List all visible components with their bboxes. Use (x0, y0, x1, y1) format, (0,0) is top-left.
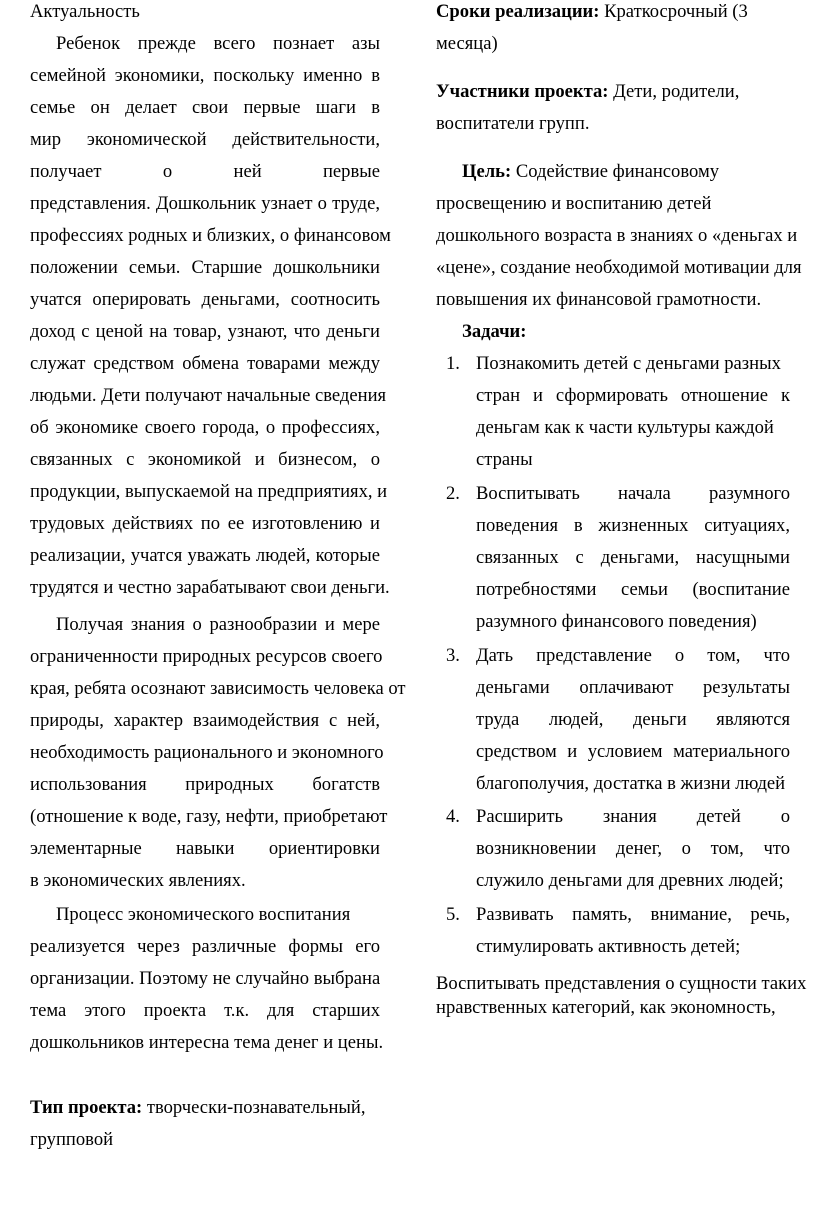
text-line: семье он делает свои первые шаги в (30, 97, 380, 118)
list-text: средством и условием материального (476, 741, 790, 762)
text-line: необходимость рационального и экономного (30, 742, 384, 763)
list-number: 2. (446, 483, 460, 504)
text-line: представления. Дошкольник узнает о труде, (30, 193, 380, 214)
text-line: (отношение к воде, газу, нефти, приобретают (30, 806, 388, 827)
text-line: дошкольников интересна тема денег и цены. (30, 1032, 384, 1053)
text-line: мир экономической действительности, (30, 129, 380, 150)
project-type-continued: групповой (30, 1129, 114, 1150)
list-text: возникновении денег, о том, что (476, 838, 790, 859)
text-line: в экономических явлениях. (30, 870, 246, 891)
tasks-label: Задачи: (462, 321, 527, 342)
project-type (30, 1097, 380, 1119)
list-number: 4. (446, 806, 460, 827)
text-line: реализуется через различные формы его (30, 936, 380, 957)
text-line: дошкольного возраста в знаниях о «деньгах и (436, 225, 798, 246)
text-line: просвещению и воспитанию детей (436, 193, 712, 214)
participants-continued: воспитатели групп. (436, 113, 590, 134)
project-terms-value: Краткосрочный (3 (599, 1, 748, 22)
text-line: связанных с экономикой и бизнесом, о (30, 449, 380, 470)
list-text: стимулировать активность детей; (476, 936, 741, 957)
text-line: получает о ней первые (30, 161, 380, 182)
list-text: связанных с деньгами, насущными (476, 547, 790, 568)
text-line: «цене», создание необходимой мотивации для (436, 257, 802, 278)
section-heading: Актуальность (30, 1, 140, 22)
text-line: людьми. Дети получают начальные сведения (30, 385, 387, 406)
list-text: Воспитывать начала разумного (476, 483, 790, 504)
closing-text: Воспитывать представления о сущности таких (436, 973, 807, 994)
text-line: Процесс экономического воспитания (56, 904, 351, 925)
text-line: тема этого проекта т.к. для старших (30, 1000, 380, 1021)
text-line: элементарные навыки ориентировки (30, 838, 380, 859)
project-type-value: творчески-познавательный, (142, 1097, 366, 1118)
goal-label: Цель: (462, 161, 512, 182)
list-number: 5. (446, 904, 460, 925)
list-text: Расширить знания детей о (476, 806, 790, 827)
list-text: служило деньгами для древних людей; (476, 870, 784, 891)
list-text: Познакомить детей с деньгами разных (476, 353, 781, 374)
list-text: стран и сформировать отношение к (476, 385, 790, 406)
project-terms-continued: месяца) (436, 33, 498, 54)
text-line: продукции, выпускаемой на предприятиях, и (30, 481, 388, 502)
text-line: ограниченности природных ресурсов своего (30, 646, 383, 667)
text-line: служат средством обмена товарами между (30, 353, 380, 374)
list-text: Дать представление о том, что (476, 645, 790, 666)
list-text: разумного финансового поведения) (476, 611, 757, 632)
project-participants (436, 81, 790, 103)
text-line: трудовых действиях по ее изготовлению и (30, 513, 380, 534)
participants-value: Дети, родители, (608, 81, 740, 102)
text-line: доход с ценой на товар, узнают, что деньги (30, 321, 380, 342)
participants-label: Участники проекта: (436, 81, 609, 102)
text-line: семейной экономики, поскольку именно в (30, 65, 380, 86)
text-line: повышения их финансовой грамотности. (436, 289, 762, 310)
project-terms (436, 1, 790, 23)
list-text: Развивать память, внимание, речь, (476, 904, 790, 925)
list-text: труда людей, деньги являются (476, 709, 790, 730)
list-text: страны (476, 449, 533, 470)
tasks-heading (462, 321, 790, 343)
text-line: организации. Поэтому не случайно выбрана (30, 968, 381, 989)
text-line: использования природных богатств (30, 774, 380, 795)
project-terms-label: Сроки реализации: (436, 1, 600, 22)
text-line: края, ребята осознают зависимость человека от (30, 678, 406, 699)
project-type-label: Тип проекта: (30, 1097, 143, 1118)
list-text: деньгам как к части культуры каждой (476, 417, 774, 438)
text-line: профессиях родных и близких, о финансовом (30, 225, 391, 246)
project-goal (462, 161, 790, 183)
goal-value: Содействие финансовому (511, 161, 720, 182)
text-line: природы, характер взаимодействия с ней, (30, 710, 380, 731)
text-line: положении семьи. Старшие дошкольники (30, 257, 380, 278)
list-text: потребностями семьи (воспитание (476, 579, 790, 600)
text-line: Ребенок прежде всего познает азы (56, 33, 380, 54)
list-number: 1. (446, 353, 460, 374)
closing-text: нравственных категорий, как экономность, (436, 997, 776, 1018)
text-line: учатся оперировать деньгами, соотносить (30, 289, 380, 310)
text-line: реализации, учатся уважать людей, которые (30, 545, 380, 566)
text-line: Получая знания о разнообразии и мере (56, 614, 380, 635)
list-text: поведения в жизненных ситуациях, (476, 515, 790, 536)
list-number: 3. (446, 645, 460, 666)
list-text: деньгами оплачивают результаты (476, 677, 790, 698)
text-line: об экономике своего города, о профессиях, (30, 417, 380, 438)
list-text: благополучия, достатка в жизни людей (476, 773, 786, 794)
text-line: трудятся и честно зарабатывают свои деньги. (30, 577, 390, 598)
